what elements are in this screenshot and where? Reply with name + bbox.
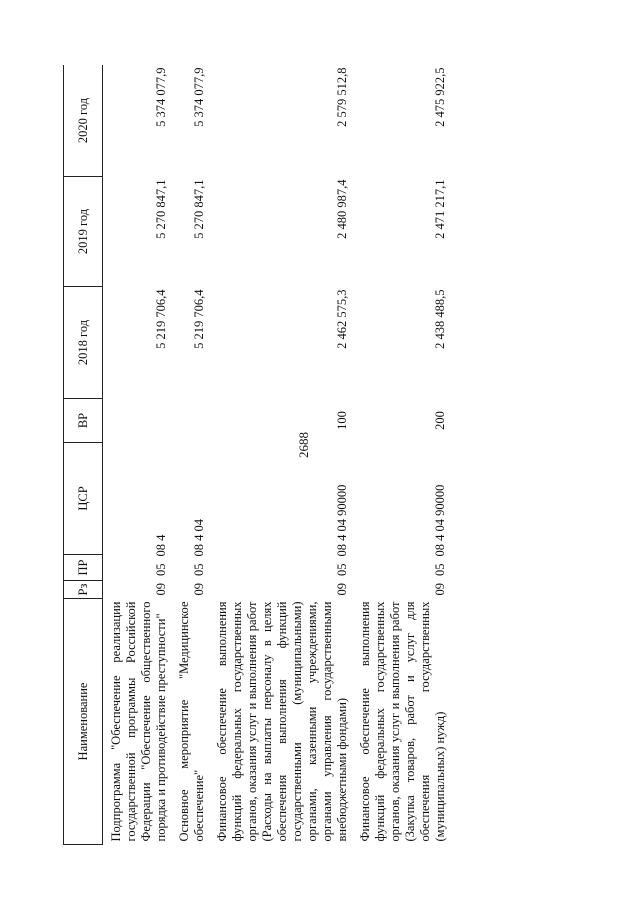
table-row xyxy=(103,65,172,845)
row-vr: 100 xyxy=(335,411,349,430)
row-rz: 09 xyxy=(154,583,168,596)
rotated-table-frame xyxy=(63,65,603,845)
row-csr: 08 4 04 90000 xyxy=(335,484,349,557)
row-csr: 08 4 xyxy=(154,534,168,557)
row-2020: 5 374 077,9 xyxy=(154,67,168,127)
table-row xyxy=(352,65,451,845)
row-2020: 2 475 922,5 xyxy=(433,67,447,127)
row-codes xyxy=(171,443,209,599)
row-name: Финансовое обеспечение выполнения функций федеральных государственных органов, оказания услуг и выполнения работ (Расходы на выплаты персоналу в целях обеспечения выполнения функций государственными (муниципальными) органами, казенными учреждениями, органами управления государственными внебюджетными фондами) xyxy=(215,601,349,842)
row-pr: 05 xyxy=(154,563,168,576)
table-row xyxy=(171,65,209,845)
row-2019: 2 480 987,4 xyxy=(335,179,349,239)
row-2019: 2 471 217,1 xyxy=(433,179,447,239)
header-name: Наименование xyxy=(64,599,103,845)
header-rz: Рз xyxy=(64,581,103,599)
header-2020: 2020 год xyxy=(64,65,103,177)
header-csr: ЦСР xyxy=(64,443,103,555)
header-2018: 2018 год xyxy=(64,287,103,399)
row-csr: 08 4 04 90000 xyxy=(433,484,447,557)
row-2019: 5 270 847,1 xyxy=(192,179,206,239)
header-2019: 2019 год xyxy=(64,177,103,287)
row-vr xyxy=(171,399,209,443)
row-2020: 2 579 512,8 xyxy=(335,67,349,127)
table-header-row xyxy=(64,65,103,845)
header-pr: ПР xyxy=(64,555,103,581)
row-pr: 05 xyxy=(433,563,447,576)
row-2018: 2 462 575,3 xyxy=(335,289,349,349)
row-name: Подпрограмма "Обеспечение реализации государственной программы Российской Федерации "Обеспечение общественного порядка и противодействие преступности" xyxy=(109,601,168,842)
row-2020: 5 374 077,9 xyxy=(192,67,206,127)
header-vr: ВР xyxy=(64,399,103,443)
row-vr: 200 xyxy=(433,411,447,430)
page-number: 2688 xyxy=(296,432,311,458)
row-name: Основное мероприятие "Медицинское обеспечение" xyxy=(177,601,206,842)
row-2018: 2 438 488,5 xyxy=(433,289,447,349)
row-rz: 09 xyxy=(335,583,349,596)
row-codes xyxy=(209,443,352,599)
row-pr: 05 xyxy=(192,563,206,576)
table-row xyxy=(209,65,352,845)
row-2018: 5 219 706,4 xyxy=(192,289,206,349)
row-codes xyxy=(103,443,172,599)
row-rz: 09 xyxy=(192,583,206,596)
table-viewport xyxy=(63,65,603,845)
row-2018: 5 219 706,4 xyxy=(154,289,168,349)
row-codes xyxy=(352,443,451,599)
row-name: Финансовое обеспечение выполнения функций федеральных государственных органов, оказания услуг и выполнения работ (Закупка товаров, работ и услуг для обеспечения государственных (муниципальных) нужд) xyxy=(358,601,447,842)
row-2019: 5 270 847,1 xyxy=(154,179,168,239)
row-pr: 05 xyxy=(335,563,349,576)
row-rz: 09 xyxy=(433,583,447,596)
row-vr xyxy=(103,399,172,443)
budget-table xyxy=(63,65,451,845)
row-csr: 08 4 04 xyxy=(192,519,206,557)
